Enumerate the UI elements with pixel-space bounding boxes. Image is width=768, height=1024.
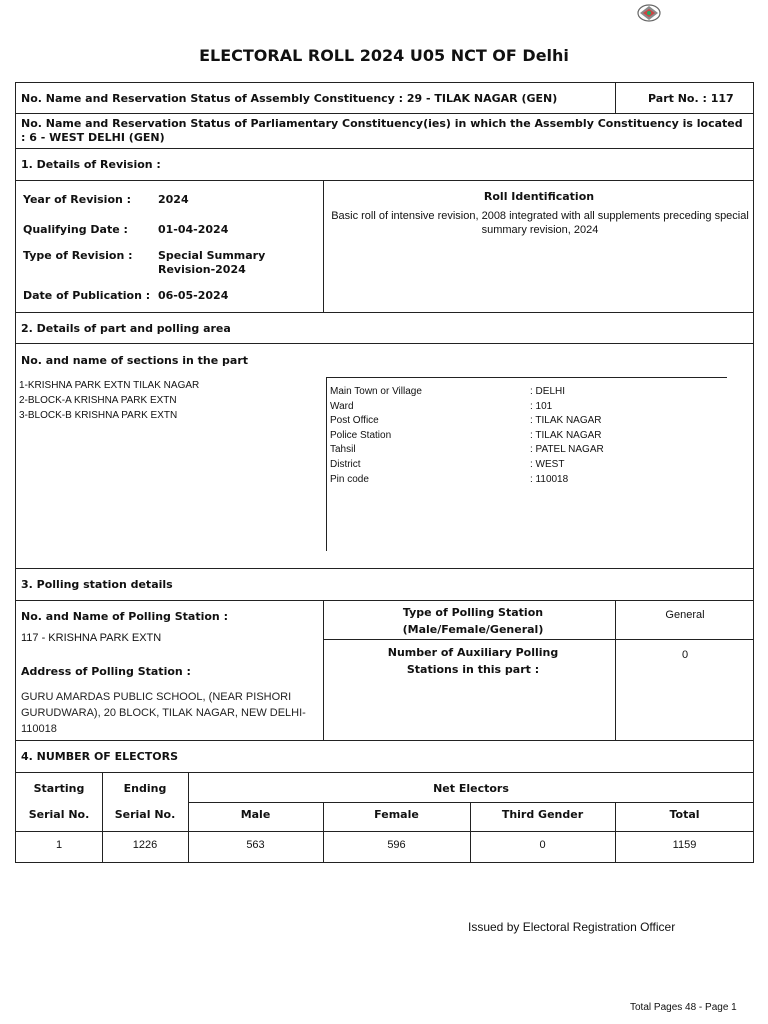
- area-label: Ward: [330, 400, 354, 412]
- date-of-publication-value: 06-05-2024: [158, 289, 229, 302]
- year-of-revision-label: Year of Revision :: [23, 193, 132, 206]
- area-value: : DELHI: [530, 386, 566, 397]
- col-total: Total: [669, 808, 700, 821]
- area-details: [330, 385, 604, 487]
- page-title: ELECTORAL ROLL 2024 U05 NCT OF Delhi: [199, 46, 569, 65]
- type-of-revision-value: Special Summary Revision-2024: [158, 249, 266, 276]
- revision-heading: 1. Details of Revision :: [21, 158, 161, 171]
- section-item: 3-BLOCK-B KRISHNA PARK EXTN: [19, 410, 178, 421]
- area-label: Main Town or Village: [330, 386, 422, 397]
- area-label: Tahsil: [330, 444, 356, 456]
- type-of-revision-label: Type of Revision :: [23, 249, 133, 262]
- area-value: : WEST: [530, 458, 565, 470]
- qualifying-date-label: Qualifying Date :: [23, 223, 128, 236]
- part-heading: 2. Details of part and polling area: [21, 322, 231, 335]
- section-item: 1-KRISHNA PARK EXTN TILAK NAGAR: [19, 380, 200, 391]
- electors-heading: 4. NUMBER OF ELECTORS: [21, 750, 178, 763]
- part-number: Part No. : 117: [648, 92, 734, 105]
- auxiliary-stations-value: 0: [681, 649, 689, 661]
- eci-logo-icon: [634, 2, 664, 24]
- assembly-constituency: No. Name and Reservation Status of Assembly Constituency : 29 - TILAK NAGAR (GEN): [21, 92, 558, 105]
- area-value: : 101: [530, 400, 553, 412]
- area-row: [330, 414, 604, 429]
- cell-total: 1159: [672, 839, 697, 851]
- col-male: Male: [240, 808, 271, 821]
- col-ending: Ending: [123, 782, 167, 795]
- area-row: [330, 400, 604, 415]
- polling-station-type-value: General: [665, 609, 705, 621]
- sections-heading: No. and name of sections in the part: [21, 354, 249, 367]
- area-label: Pin code: [330, 473, 369, 485]
- roll-identification-text: Basic roll of intensive revision, 2008 integrated with all supplements preceding special summary revision, 2024: [331, 210, 749, 236]
- area-row: [330, 473, 604, 488]
- col-third-gender: Third Gender: [501, 808, 584, 821]
- polling-heading: 3. Polling station details: [21, 578, 173, 591]
- col-starting: Starting: [33, 782, 85, 795]
- area-row: [330, 458, 604, 473]
- polling-station-name-value: 117 - KRISHNA PARK EXTN: [21, 632, 162, 644]
- qualifying-date-value: 01-04-2024: [158, 223, 229, 236]
- polling-station-address-label: Address of Polling Station :: [21, 665, 191, 678]
- area-label: Police Station: [330, 429, 392, 441]
- cell-male: 563: [246, 839, 265, 851]
- section-item: 2-BLOCK-A KRISHNA PARK EXTN: [19, 395, 177, 406]
- area-label: Post Office: [330, 415, 379, 427]
- sections-list: [19, 378, 199, 423]
- date-of-publication-label: Date of Publication :: [23, 289, 151, 302]
- col-starting-serial: Serial No.: [28, 808, 90, 821]
- eci-logo: [634, 2, 664, 24]
- auxiliary-stations-label: Number of Auxiliary Polling Stations in this part :: [387, 646, 559, 676]
- issued-by: Issued by Electoral Registration Officer: [468, 920, 676, 934]
- polling-station-name-label: No. and Name of Polling Station :: [21, 610, 228, 623]
- area-row: [330, 443, 604, 458]
- polling-station-type-label: Type of Polling Station (Male/Female/General): [402, 606, 544, 636]
- area-row: [330, 385, 604, 400]
- area-row: [330, 429, 604, 444]
- col-female: Female: [374, 808, 419, 821]
- area-value: : 110018: [530, 473, 569, 485]
- col-net-electors: Net Electors: [433, 782, 509, 795]
- col-ending-serial: Serial No.: [114, 808, 176, 821]
- area-value: : TILAK NAGAR: [530, 415, 602, 427]
- cell-ending: 1226: [132, 839, 158, 851]
- roll-identification-heading: Roll Identification: [483, 190, 595, 203]
- area-value: : TILAK NAGAR: [530, 429, 602, 441]
- area-label: District: [330, 458, 361, 470]
- polling-station-address-value: GURU AMARDAS PUBLIC SCHOOL, (NEAR PISHORI GURUDWARA), 20 BLOCK, TILAK NAGAR, NEW DELHI-110018: [21, 691, 306, 735]
- page-count: Total Pages 48 - Page 1: [630, 1002, 737, 1013]
- cell-third-gender: 0: [539, 839, 546, 851]
- cell-female: 596: [387, 839, 406, 851]
- cell-starting: 1: [55, 839, 63, 851]
- year-of-revision-value: 2024: [158, 193, 189, 206]
- area-value: : PATEL NAGAR: [530, 444, 604, 456]
- parliamentary-constituency: No. Name and Reservation Status of Parliamentary Constituency(ies) in which the Assembly Constituency is located : 6 - WEST DELHI (GEN): [21, 117, 743, 144]
